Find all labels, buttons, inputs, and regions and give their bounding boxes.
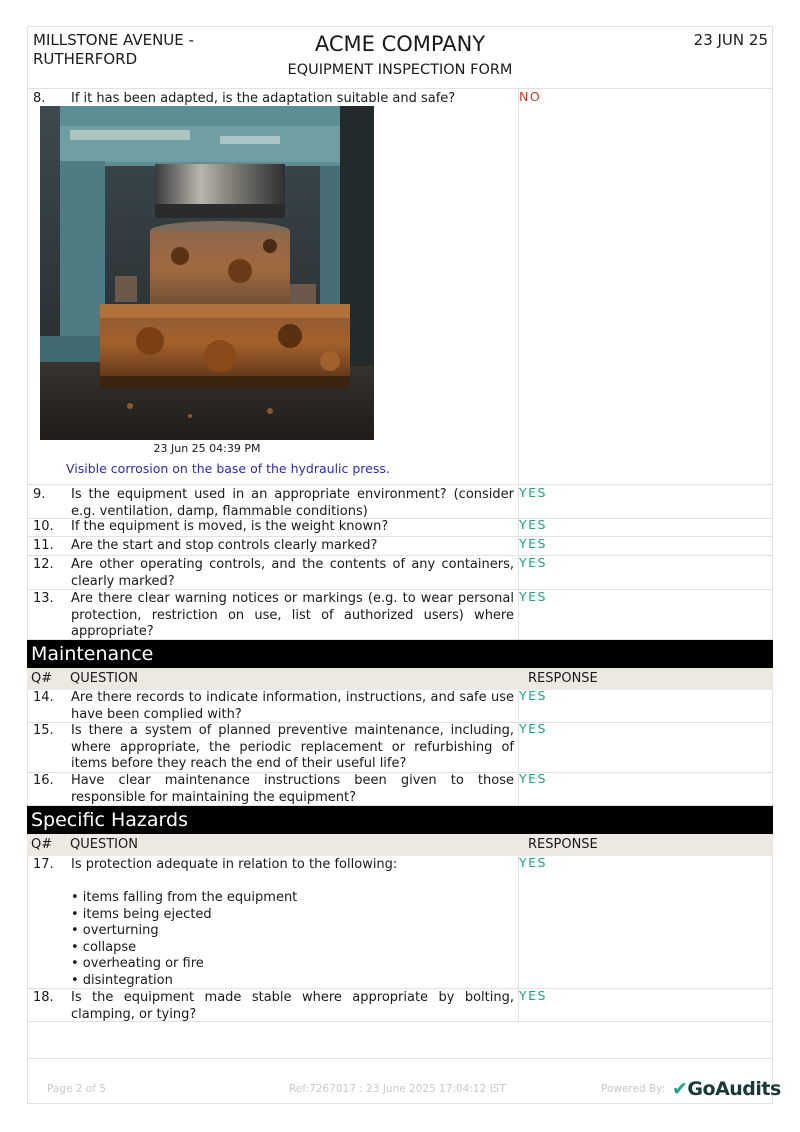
response-yes: YES — [519, 589, 547, 604]
section-specific-hazards: Specific Hazards — [27, 806, 773, 834]
list-item: • collapse — [71, 939, 137, 955]
empty-row — [27, 1022, 773, 1059]
question-row-14 — [27, 690, 773, 723]
question-text: Is the equipment used in an appropriate environment? (consider e.g. ventilation, damp, flammable conditions) — [71, 487, 514, 519]
inspection-note: Visible corrosion on the base of the hydraulic press. — [66, 461, 390, 476]
response-yes: YES — [519, 555, 547, 570]
question-text: If the equipment is moved, is the weight known? — [71, 519, 389, 534]
list-item: • overheating or fire — [71, 956, 204, 971]
response-yes: YES — [519, 688, 547, 703]
form-title: EQUIPMENT INSPECTION FORM — [287, 62, 513, 78]
response-yes: YES — [519, 536, 547, 551]
question-prompt: Is protection adequate in relation to the following: — [71, 857, 398, 872]
column-divider — [518, 773, 519, 806]
goaudits-logo[interactable] — [672, 1078, 781, 1100]
question-row-16 — [27, 773, 773, 806]
question-number: 16. — [33, 773, 54, 788]
col-question: QUESTION — [70, 671, 138, 686]
question-text: Are there records to indicate information, instructions, and safe use have been complied with? — [71, 690, 514, 722]
header-center — [0, 32, 800, 80]
question-row-12 — [27, 556, 773, 590]
question-row-10 — [27, 519, 773, 537]
page-number: Page 2 of 5 — [47, 1083, 106, 1095]
column-divider — [518, 537, 519, 556]
question-number: 18. — [33, 990, 54, 1005]
column-header — [27, 668, 773, 690]
question-number: 9. — [33, 487, 46, 502]
column-divider — [518, 590, 519, 640]
list-item: • items falling from the equipment — [71, 890, 298, 905]
question-number: 14. — [33, 690, 54, 705]
question-number: 13. — [33, 591, 54, 606]
column-divider — [518, 485, 519, 519]
question-text: If it has been adapted, is the adaptation suitable and safe? — [71, 91, 456, 106]
col-qnum: Q# — [31, 671, 53, 686]
question-row-9 — [27, 485, 773, 519]
column-divider — [518, 856, 519, 989]
col-response: RESPONSE — [528, 671, 598, 686]
report-reference: Ref:7267017 : 23 June 2025 17:04:12 IST — [289, 1083, 506, 1095]
list-item: • overturning — [71, 923, 159, 938]
question-text: Have clear maintenance instructions been given to those responsible for maintaining the equipment? — [71, 773, 514, 805]
powered-by-label: Powered By: — [601, 1083, 666, 1095]
response-yes: YES — [519, 721, 547, 736]
question-number: 17. — [33, 857, 54, 872]
col-qnum: Q# — [31, 837, 53, 852]
question-number: 12. — [33, 557, 54, 572]
column-header — [27, 834, 773, 856]
question-row-13 — [27, 590, 773, 640]
response-no: NO — [519, 89, 542, 104]
brand-name: GoAudits — [687, 1078, 781, 1100]
question-number: 10. — [33, 519, 54, 534]
response-yes: YES — [519, 988, 547, 1003]
section-maintenance: Maintenance — [27, 640, 773, 668]
response-yes: YES — [519, 485, 547, 500]
header-date: 23 JUN 25 — [693, 31, 768, 49]
col-response: RESPONSE — [528, 837, 598, 852]
company-name: ACME COMPANY — [314, 32, 486, 56]
column-divider — [518, 989, 519, 1022]
response-yes: YES — [519, 517, 547, 532]
list-item: • items being ejected — [71, 906, 212, 922]
list-item: • disintegration — [71, 972, 173, 988]
column-divider — [518, 556, 519, 590]
header-location: MILLSTONE AVENUE - RUTHERFORD — [33, 31, 194, 68]
question-text: Is there a system of planned preventive maintenance, including, where appropriate, the periodic replacement or refurbishing of items before they reach the end of their useful life? — [71, 723, 514, 771]
question-text: Is the equipment made stable where appropriate by bolting, clamping, or tying? — [71, 990, 514, 1022]
check-icon: ✔ — [672, 1078, 688, 1100]
col-question: QUESTION — [70, 837, 138, 852]
question-row-17 — [27, 856, 773, 989]
response-yes: YES — [519, 771, 547, 786]
question-text — [71, 857, 514, 989]
question-row-18 — [27, 989, 773, 1022]
question-text: Are other operating controls, and the contents of any containers, clearly marked? — [71, 557, 514, 589]
question-row-11 — [27, 537, 773, 556]
question-number: 11. — [33, 538, 54, 553]
column-divider — [518, 723, 519, 773]
column-divider — [518, 690, 519, 723]
question-text: Are there clear warning notices or markings (e.g. to wear personal protection, restriction on use, list of authorized users) where appropriate? — [71, 591, 514, 639]
corrosion-photo[interactable] — [40, 106, 374, 440]
question-number: 8. — [33, 91, 46, 106]
photo-timestamp: 23 Jun 25 04:39 PM — [153, 442, 261, 455]
hazard-list — [71, 890, 514, 989]
response-yes: YES — [519, 855, 547, 870]
question-number: 15. — [33, 723, 54, 738]
question-row-15 — [27, 723, 773, 773]
question-text: Are the start and stop controls clearly marked? — [71, 538, 378, 553]
column-divider — [518, 462, 519, 484]
column-divider — [518, 519, 519, 537]
column-divider — [518, 89, 519, 462]
